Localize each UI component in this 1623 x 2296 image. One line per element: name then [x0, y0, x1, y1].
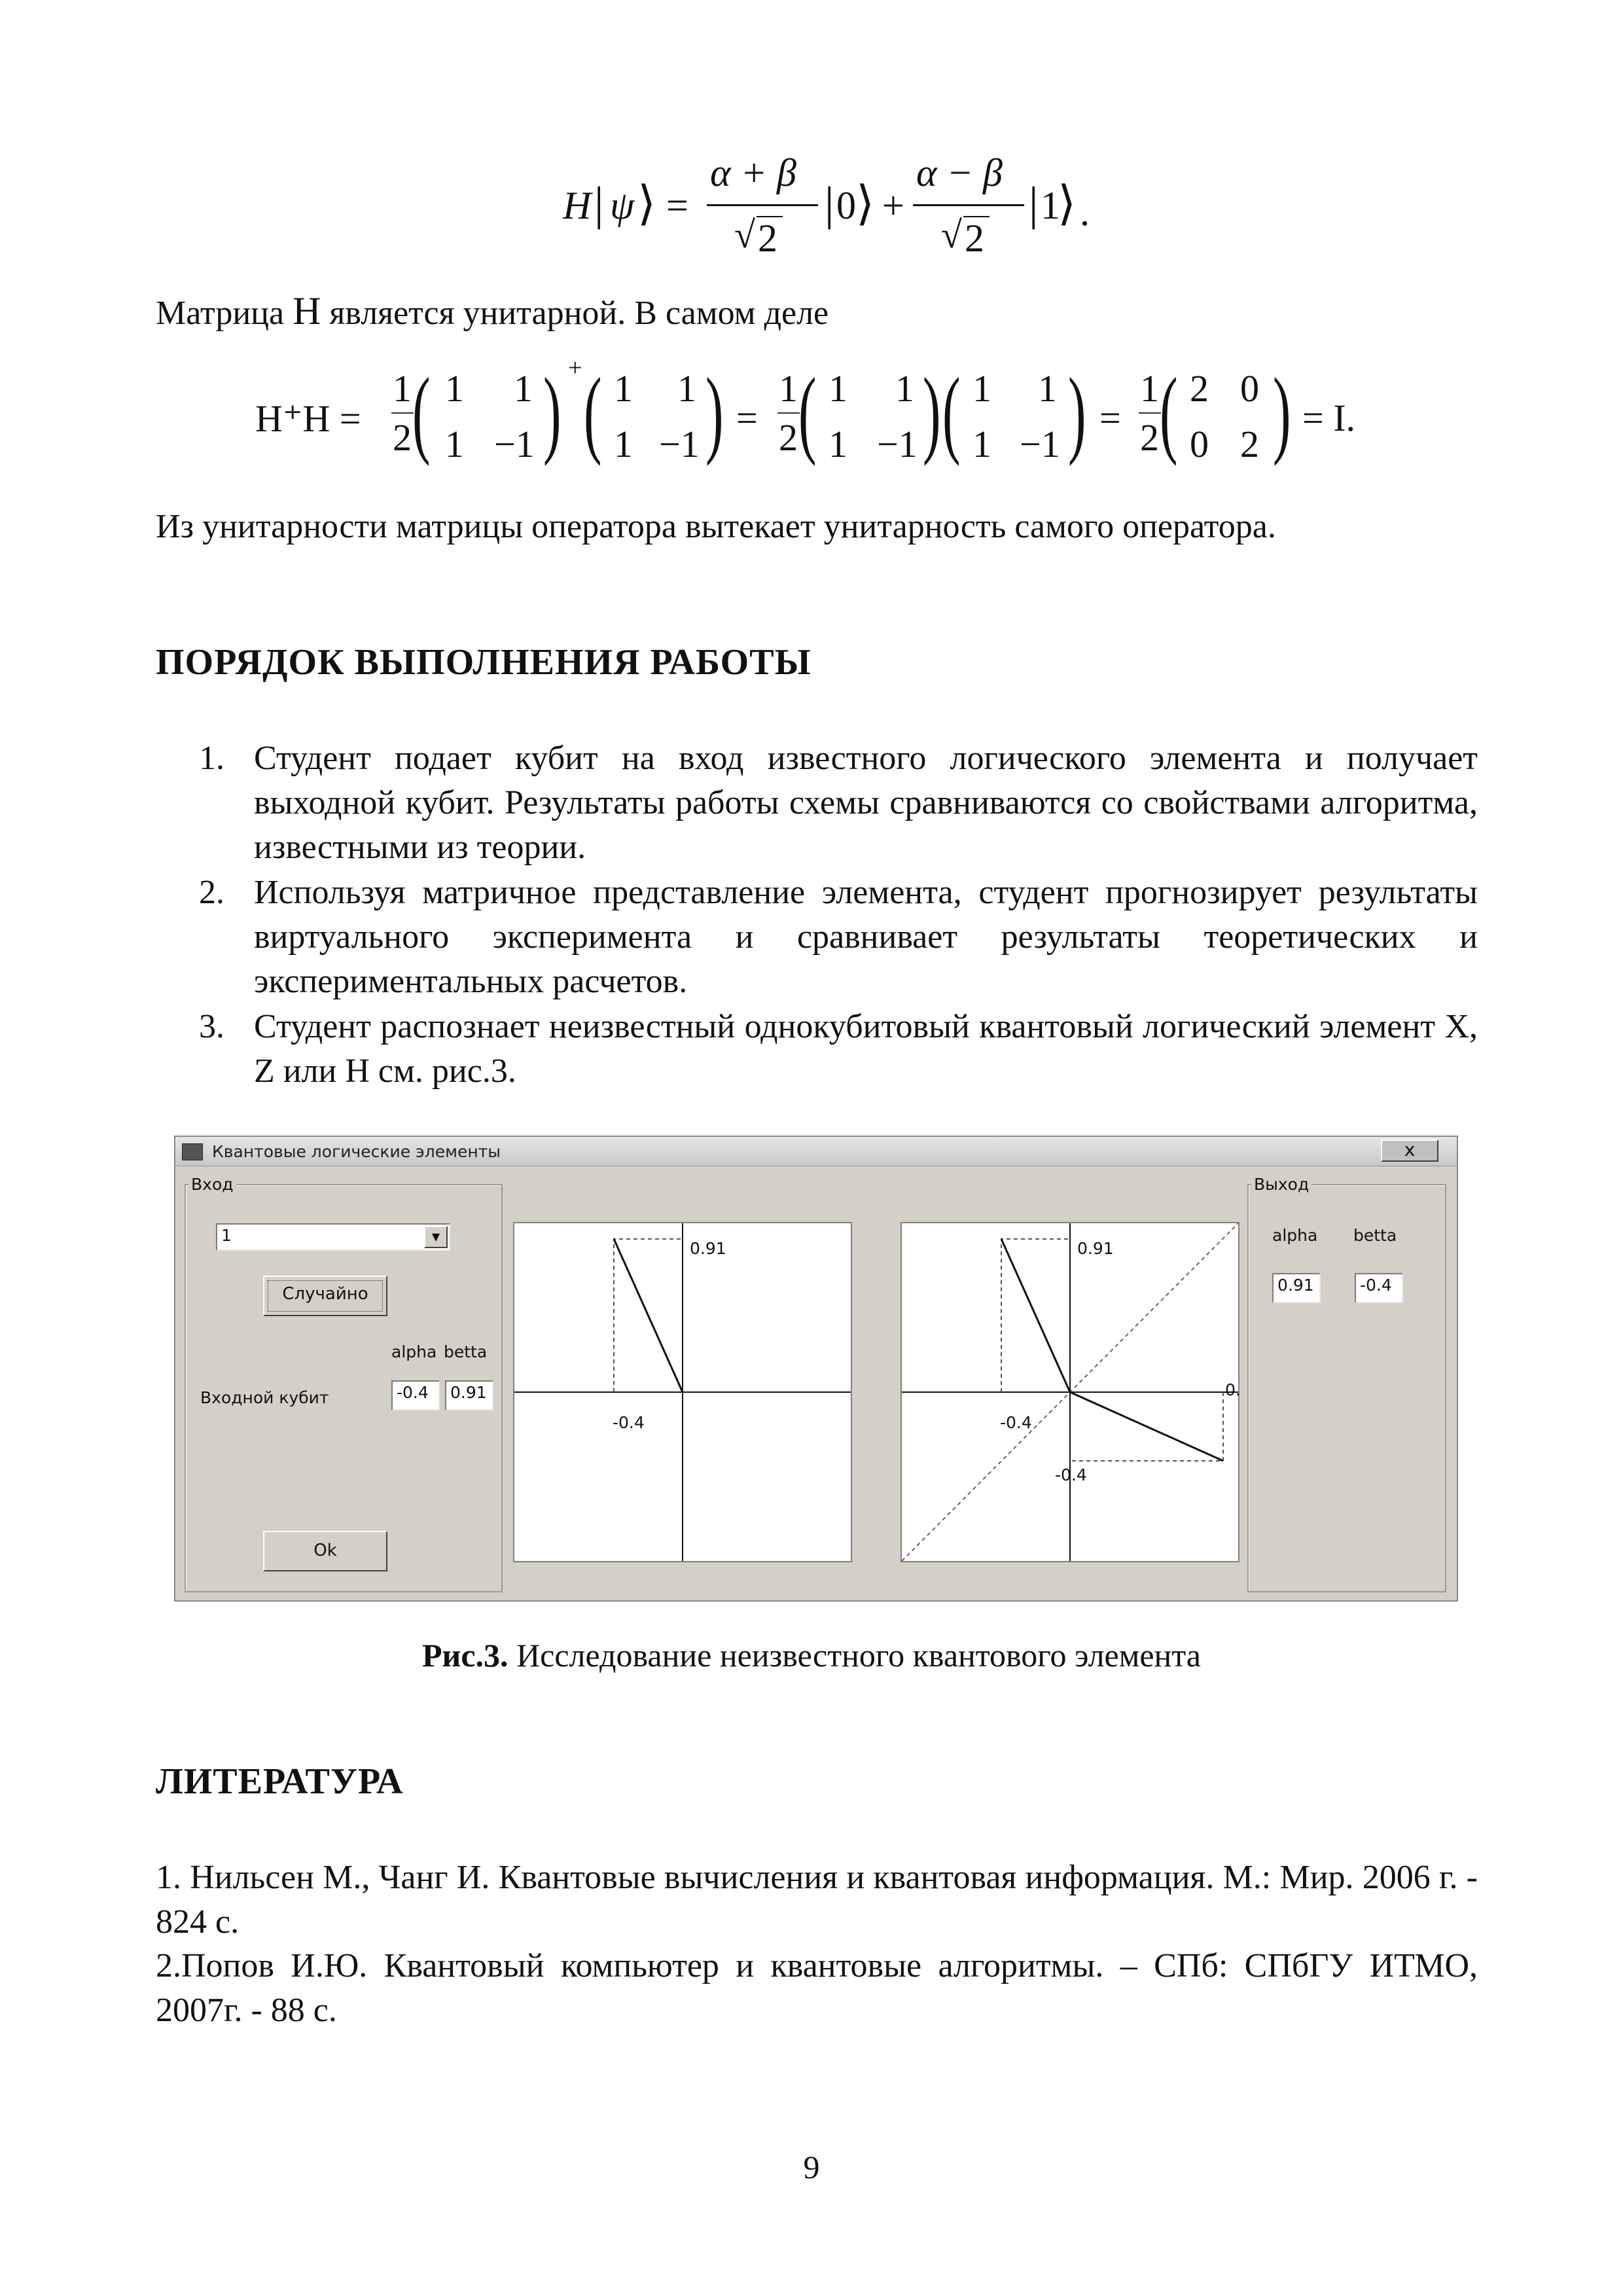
output-alpha-label: alpha	[1272, 1226, 1318, 1245]
input-vector	[1001, 1239, 1070, 1392]
frac1-numerator: α + β	[710, 151, 796, 194]
quantum-gates-window	[174, 1136, 1458, 1602]
procedure-item-2: 2. Используя матричное представление элемента, студент прогнозирует результаты виртуального эксперимента и сравнивает результаты теоретических и экспериментальных расчетов.	[199, 874, 1478, 1000]
plot2-left-label: -0.4	[1000, 1413, 1032, 1432]
plot2-top-label: 0.91	[1077, 1239, 1114, 1258]
app-icon	[182, 1143, 203, 1160]
input-select[interactable]: 1 ▼	[216, 1223, 450, 1251]
reference-2: 2.Попов И.Ю. Квантовый компьютер и квантовые алгоритмы. – СПб: СПбГУ ИТМО, 2007г. - 88 с.	[156, 1947, 1478, 2029]
output-group-label: Выход	[1251, 1175, 1311, 1194]
plot2-bottom-label: -0.4	[1055, 1465, 1087, 1484]
input-alpha-label: alpha	[391, 1342, 437, 1361]
psi: ψ	[610, 184, 635, 227]
plot1-top-label: 0.91	[690, 1239, 726, 1258]
output-betta-field[interactable]: -0.4	[1355, 1273, 1403, 1303]
qubit-vector	[614, 1239, 683, 1392]
output-qubit-plot	[901, 1222, 1240, 1562]
window-title: Квантовые логические элементы	[212, 1142, 501, 1161]
title-bar	[175, 1137, 1457, 1166]
frac1-denominator: 2	[758, 217, 777, 260]
procedure-heading: ПОРЯДОК ВЫПОЛНЕНИЯ РАБОТЫ	[156, 642, 812, 683]
fraction-bar	[913, 204, 1024, 206]
plot1-left-label: -0.4	[613, 1413, 645, 1432]
procedure-item-1: 1. Студент подает кубит на вход известного логического элемента и получает выходной кубит. Результаты работы схемы сравниваются со свойствами алгоритма, известными из теории.	[199, 740, 1478, 866]
literature-heading: ЛИТЕРАТУРА	[156, 1761, 404, 1802]
reference-1: 1. Нильсен М., Чанг И. Квантовые вычисления и квантовая информация. М.: Мир. 2006 г. - 824 с.	[156, 1859, 1478, 1941]
matrix-unitary-text: Матрица H является унитарной. В самом деле	[156, 289, 829, 332]
input-alpha-field[interactable]: -0.4	[391, 1380, 440, 1410]
close-icon: x	[1404, 1139, 1416, 1160]
plot2-right-label: 0.	[1225, 1380, 1241, 1399]
ket0: 0	[836, 184, 856, 227]
input-betta-field[interactable]: 0.91	[445, 1380, 493, 1410]
output-alpha-field[interactable]: 0.91	[1272, 1273, 1321, 1303]
figure-caption: Рис.3. Исследование неизвестного квантового элемента	[422, 1637, 1201, 1674]
random-button[interactable]: Случайно	[263, 1276, 387, 1316]
input-betta-label: betta	[444, 1342, 488, 1361]
frac2-numerator: α − β	[916, 151, 1003, 194]
ok-button[interactable]: Ok	[263, 1531, 387, 1571]
output-vector	[1070, 1392, 1223, 1461]
ket1: 1	[1041, 184, 1060, 227]
op-h: H	[563, 184, 592, 227]
input-qubit-label: Входной кубит	[200, 1388, 329, 1407]
page-number: 9	[803, 2149, 820, 2185]
hadamard-action-formula: H | ψ ⟩ = α + β √ 2 | 0 ⟩ + α − β √ 2 | 1 ⟩ .	[563, 151, 1090, 260]
dropdown-arrow-button[interactable]	[424, 1226, 448, 1248]
close-button[interactable]	[1381, 1139, 1438, 1162]
procedure-item-3: 3. Студент распознает неизвестный однокубитовый квантовый логический элемент X, Z или H см. рис.3.	[199, 1008, 1478, 1090]
output-betta-label: betta	[1353, 1226, 1397, 1245]
output-group	[1247, 1184, 1446, 1592]
operator-unitary-text: Из унитарности матрицы оператора вытекает унитарность самого оператора.	[156, 508, 1276, 545]
input-plot-svg	[514, 1223, 851, 1561]
fraction-bar	[707, 204, 818, 206]
output-plot-svg	[902, 1223, 1238, 1561]
chevron-down-icon: ▼	[431, 1230, 440, 1243]
unitarity-formula: H⁺H = 1 2 ( 1 1 1 −1 ) + ( 1 1 1 −1 ) = 1 2 ( 1 1 1 −1 ) ( 1 1 1 −1 ) = 1 2 ( 2 0 0 2 ) = I.	[255, 354, 1356, 467]
input-qubit-plot	[513, 1222, 852, 1562]
frac2-denominator: 2	[965, 217, 984, 260]
input-group-label: Вход	[188, 1175, 236, 1194]
